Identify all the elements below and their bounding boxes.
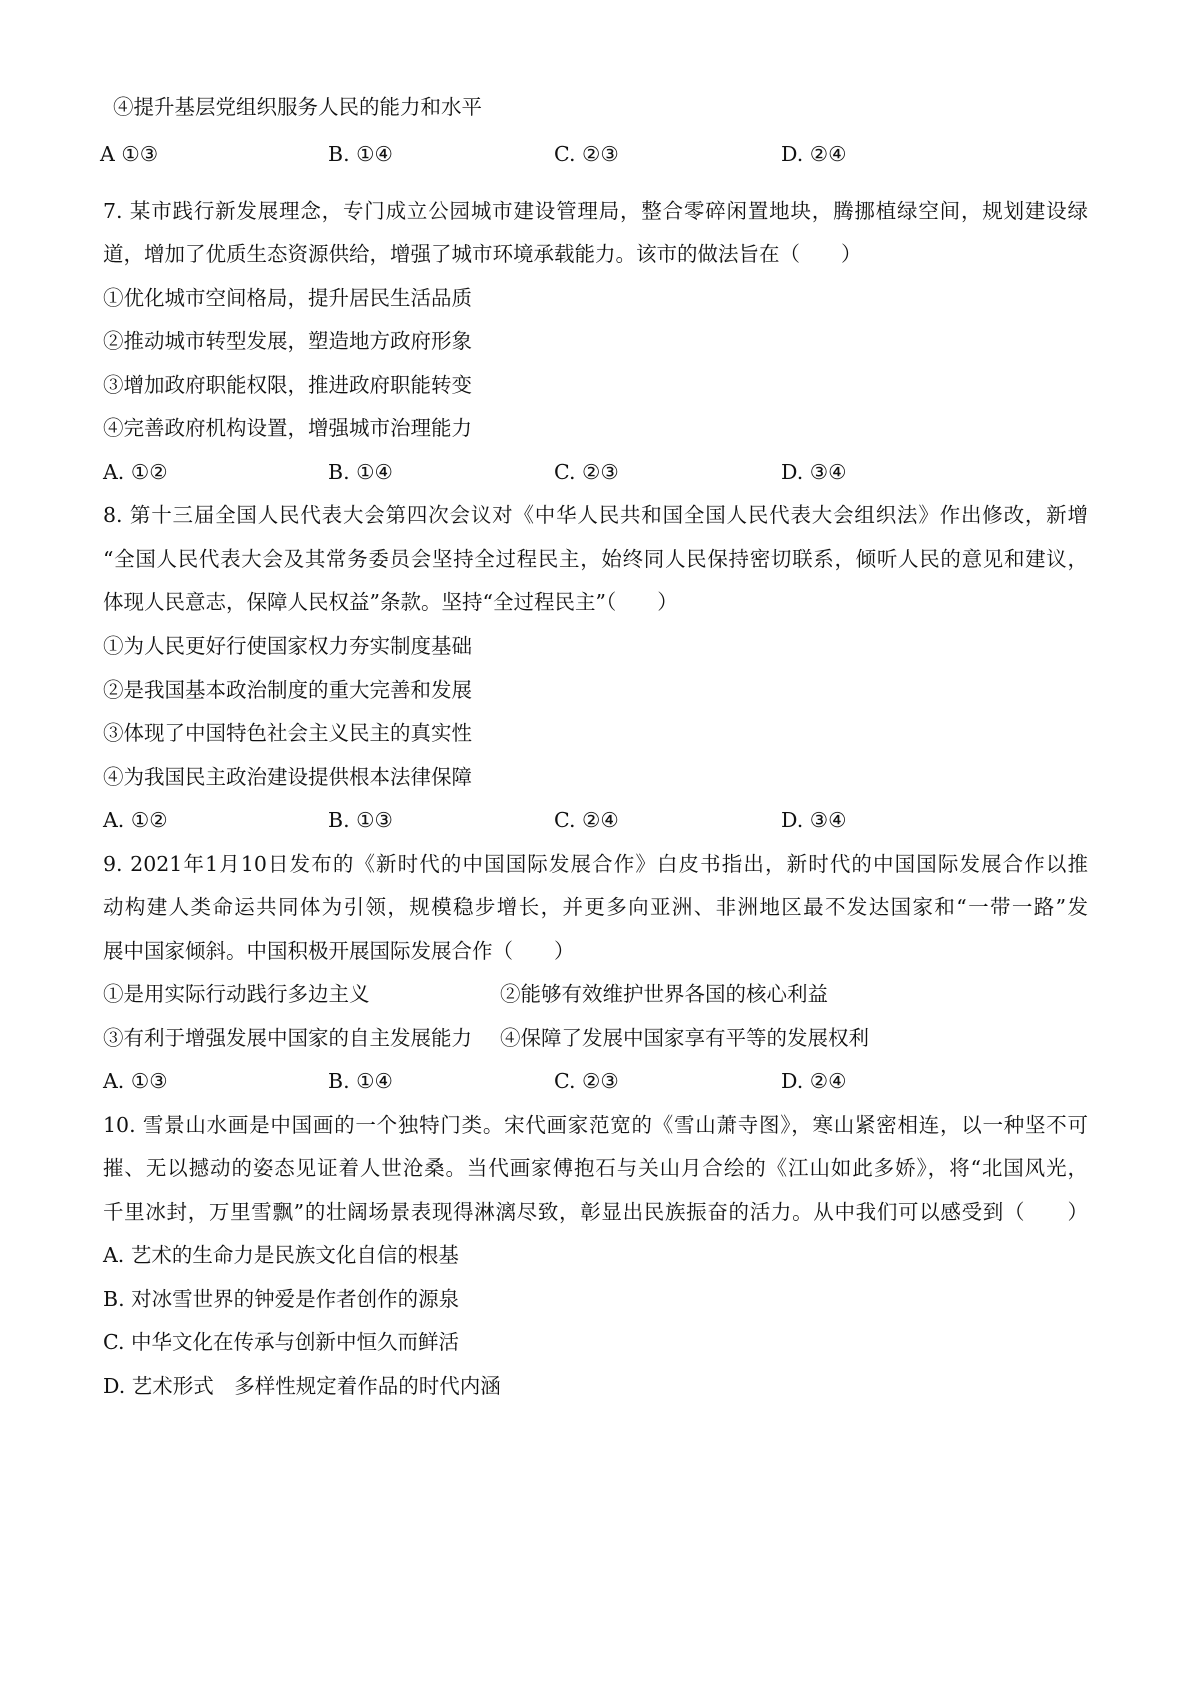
q7-option-c: C. ②③ [554,460,619,484]
q8-statement-2: ②是我国基本政治制度的重大完善和发展 [103,678,472,702]
q9-option-b: B. ①④ [328,1069,393,1093]
q8-stem-line-1: 8. 第十三届全国人民代表大会第四次会议对《中华人民共和国全国人民代表大会组织法》作出修改，新增 [103,503,1088,527]
q9-stem-line-3: 展中国家倾斜。中国积极开展国际发展合作（ ） [103,939,575,963]
q7-stem-line-1: 7. 某市践行新发展理念，专门成立公园城市建设管理局，整合零碎闲置地块，腾挪植绿空间，规划建设绿 [103,199,1088,223]
q10-option-b: B. 对冰雪世界的钟爱是作者创作的源泉 [103,1287,460,1311]
q6-option-a: A ①③ [100,142,159,166]
q6-option-d: D. ②④ [781,142,847,166]
q7-option-b: B. ①④ [328,460,393,484]
q8-option-a: A. ①② [103,808,168,832]
q9-statement-2: ②能够有效维护世界各国的核心利益 [500,982,828,1006]
q7-option-a: A. ①② [103,460,168,484]
q9-option-c: C. ②③ [554,1069,619,1093]
q6-option-c: C. ②③ [554,142,619,166]
q7-statement-2: ②推动城市转型发展，塑造地方政府形象 [103,329,472,353]
q10-option-d: D. 艺术形式 多样性规定着作品的时代内涵 [103,1374,501,1398]
q8-statement-4: ④为我国民主政治建设提供根本法律保障 [103,765,472,789]
q8-statement-1: ①为人民更好行使国家权力夯实制度基础 [103,634,472,658]
q7-statement-4: ④完善政府机构设置，增强城市治理能力 [103,416,472,440]
q9-statement-4: ④保障了发展中国家享有平等的发展权利 [500,1026,869,1050]
q9-stem-line-2: 动构建人类命运共同体为引领，规模稳步增长，并更多向亚洲、非洲地区最不发达国家和“一带一路”发 [103,895,1088,919]
q10-option-a: A. 艺术的生命力是民族文化自信的根基 [103,1243,459,1267]
q9-option-a: A. ①③ [103,1069,168,1093]
q6-statement-4: ④提升基层党组织服务人民的能力和水平 [113,95,482,119]
q8-statement-3: ③体现了中国特色社会主义民主的真实性 [103,721,472,745]
q8-stem-line-2: “全国人民代表大会及其常务委员会坚持全过程民主，始终同人民保持密切联系，倾听人民的意见和建议， [103,547,1088,571]
q10-stem-line-2: 摧、无以撼动的姿态见证着人世沧桑。当代画家傅抱石与关山月合绘的《江山如此多娇》，将“北国风光， [103,1156,1088,1180]
q9-option-d: D. ②④ [781,1069,847,1093]
q9-statement-3: ③有利于增强发展中国家的自主发展能力 [103,1026,472,1050]
q7-statement-3: ③增加政府职能权限，推进政府职能转变 [103,373,472,397]
q10-stem-line-1: 10. 雪景山水画是中国画的一个独特门类。宋代画家范宽的《雪山萧寺图》，寒山紧密相连，以一种坚不可 [103,1113,1088,1137]
q8-option-b: B. ①③ [328,808,393,832]
q6-option-b: B. ①④ [328,142,393,166]
q8-option-d: D. ③④ [781,808,847,832]
q8-option-c: C. ②④ [554,808,619,832]
q7-statement-1: ①优化城市空间格局，提升居民生活品质 [103,286,472,310]
q9-statement-1: ①是用实际行动践行多边主义 [103,982,370,1006]
q8-stem-line-3: 体现人民意志，保障人民权益”条款。坚持“全过程民主”（ ） [103,590,678,614]
q10-stem-line-3: 千里冰封，万里雪飘”的壮阔场景表现得淋漓尽致，彰显出民族振奋的活力。从中我们可以感受到（ ） [103,1200,1088,1224]
q9-stem-line-1: 9. 2021年1月10日发布的《新时代的中国国际发展合作》白皮书指出，新时代的中国国际发展合作以推 [103,852,1088,876]
q7-option-d: D. ③④ [781,460,847,484]
q10-option-c: C. 中华文化在传承与创新中恒久而鲜活 [103,1330,459,1354]
q7-stem-line-2: 道，增加了优质生态资源供给，增强了城市环境承载能力。该市的做法旨在（ ） [103,242,862,266]
